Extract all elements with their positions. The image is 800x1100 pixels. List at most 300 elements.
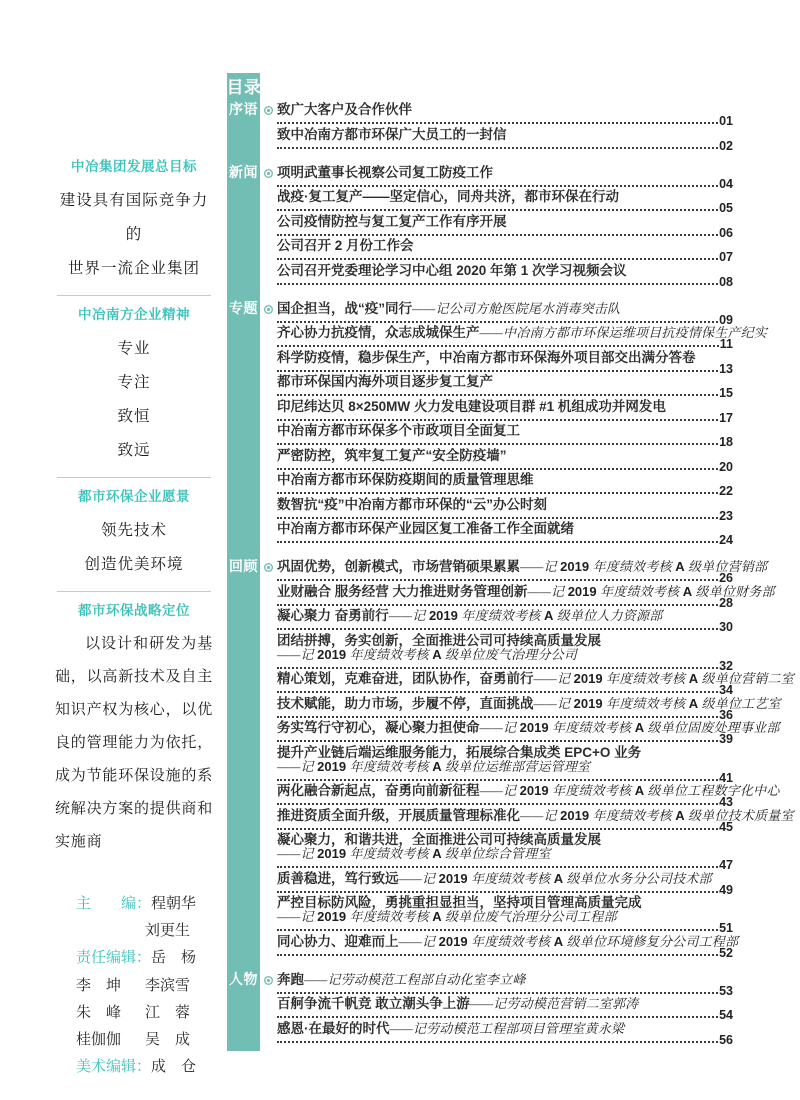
entry-subtitle: ——记 2019 年度绩效考核 A 级单位营销二室 [533,671,794,686]
entry-subtitle-line [277,847,733,861]
leader-row [277,707,733,722]
section-label: 人物 [229,970,258,987]
page-number: 18 [719,435,733,449]
leader-row [277,138,733,153]
latin-text: A [432,646,442,662]
entry-title [277,583,775,599]
sidebar-line: 致恒 [117,408,151,425]
dot-leader [277,468,718,470]
page-number: 23 [719,508,733,523]
leader-row [277,533,733,547]
entry-title-text: 质善稳进，笃行致远 [277,870,399,886]
toc-entry [277,424,733,448]
entry-title-text: 推进资质全面升级，开展质量管理标准化 [277,807,520,823]
toc-entry [277,239,733,263]
editor-role-label: 美术编辑： [76,1058,152,1076]
sidebar-line: 专业 [117,340,151,357]
entry-title-text: 两化融合新起点，奋勇向前新征程 [277,783,480,798]
toc-entry [277,264,733,288]
entry-subtitle: ——记劳动模范工程部自动化室李立峰 [304,971,526,987]
toc-entry [277,302,733,326]
toc-entry [277,973,733,997]
latin-text: A [543,608,554,623]
sidebar-line: 创造优美环境 [84,556,184,573]
editor-names [76,919,190,940]
dot-leader [277,517,718,519]
leader-row [277,620,733,634]
toc-entry [277,351,733,375]
entry-subtitle: ——记劳动模范营销二室郭涛 [469,996,639,1011]
entry-title [277,746,733,760]
dot-leader [277,321,718,323]
entry-title-text: 团结拼搏，务实创新，全面推进公司可持续高质量发展 [277,632,601,648]
toc-entry [277,498,733,522]
toc-entry [277,583,775,610]
toc-entry [277,833,733,871]
entry-title [277,609,733,623]
dot-leader [277,579,718,581]
sidebar-block [55,602,213,859]
latin-text: 2019 [428,608,458,623]
toc-page-title: 目录 [226,78,262,97]
leader-row [277,921,733,935]
page-number: 01 [719,114,733,128]
entry-title [277,264,733,278]
toc-entry [277,671,794,697]
toc-entry [277,166,733,190]
sidebar-block [55,306,213,468]
sidebar-heading: 都市环保企业愿景 [78,489,190,504]
latin-text: 2019 [519,720,549,735]
entry-title-text: 凝心聚力，和谐共进，全面推进公司可持续高质量发展 [277,832,601,847]
entry-title-text: 齐心协力抗疫情，众志成城保生产 [277,325,480,340]
entry-title [277,375,733,389]
leader-row [277,225,733,240]
page-number: 47 [719,858,733,872]
dot-leader [277,691,718,693]
section-bullet-icon [264,169,273,178]
latin-text: A [432,909,442,924]
sidebar-blocks [55,158,213,859]
leader-row [277,459,733,474]
latin-text: 2019 [573,671,603,686]
leader-row [277,770,733,785]
entry-title-text: 精心策划，克难奋进，团队协作，奋勇前行 [277,671,534,686]
sidebar-heading: 中冶南方企业精神 [78,307,190,322]
page-number: 41 [719,770,733,785]
page-number: 36 [719,707,733,722]
latin-text: A [432,758,442,774]
entry-title [277,872,733,886]
entry-title [277,522,733,536]
page-number: 45 [719,819,733,834]
section-label: 序语 [229,101,258,117]
latin-text: A [675,807,685,823]
editor-name: 刘更生 [144,922,190,940]
dot-leader [277,370,718,372]
leader-row [277,571,733,585]
dot-leader [277,604,718,606]
entry-subtitle: ——记 2019 年度绩效考核 A 级单位工艺室 [533,695,781,711]
section-bullet-icon [264,305,273,314]
entry-title-text: 提升产业链后端运维服务能力，拓展综合集成类 EPC+O 业务 [277,744,642,760]
leader-row [277,983,733,998]
leader-row [277,410,733,425]
entry-title [277,695,781,711]
page-number: 32 [719,658,733,673]
leader-row [277,858,733,872]
section-bullet-icon [264,563,273,572]
entry-title [277,103,733,117]
page-number: 17 [719,410,733,425]
entry-subtitle: ——记 2019 年度绩效考核 A 级单位废气治理分公司 [277,646,578,662]
entry-subtitle-line [277,760,733,774]
sidebar-line: 建设具有国际竞争力的 [59,192,209,243]
latin-text: A [675,559,685,574]
entry-title [277,325,768,340]
latin-text: 2019 [560,807,590,823]
editor-names [76,1001,190,1022]
latin-text: 2019 [317,646,347,662]
dot-leader [277,716,718,718]
latin-text: A [432,846,442,861]
dot-leader [277,740,718,742]
entry-title [277,351,733,365]
entry-title [277,720,780,735]
latin-text: A [688,695,699,711]
leader-row [277,361,733,376]
leader-row [277,386,733,400]
entry-title [277,559,768,574]
leader-row [277,945,733,960]
toc-entry [277,325,768,351]
latin-text: 2019 [317,758,347,774]
leader-row [277,274,733,289]
latin-text: A [553,933,564,949]
page-number: 54 [719,1008,733,1022]
entry-subtitle: ——记 2019 年度绩效考核 A 级单位环境修复分公司工程部 [398,933,739,949]
editor-name: 成 仓 [151,1058,197,1076]
page-number: 15 [719,386,733,400]
page-number: 52 [719,945,733,960]
page-number: 07 [719,250,733,264]
page-number: 30 [719,620,733,634]
entry-title [277,896,733,910]
dot-leader [277,628,718,630]
editor-name: 岳 杨 [151,949,197,967]
page-number: 28 [719,595,733,610]
entry-title [277,807,794,823]
latin-text: A [553,870,564,886]
toc-entry [277,215,733,239]
toc-entry [277,375,733,399]
entry-subtitle: ——记 2019 年度绩效考核 A 级单位营销部 [520,559,768,574]
entry-title [277,473,733,487]
entry-title-text: 公司召开党委理论学习中心组 2020 年第 1 次学习视频会议 [277,262,627,278]
page-number: 08 [719,274,733,289]
entry-title [277,190,733,204]
latin-text: 2019 [567,583,597,599]
page-number: 02 [719,138,733,153]
leader-row [277,250,733,264]
entry-title-text: 同心协力、迎难而上 [277,933,399,949]
entry-subtitle: ——记 2019 年度绩效考核 A 级单位运维部营运管理室 [277,758,591,774]
entry-title [277,166,733,180]
entry-title-text: 国企担当，战“疫”同行 [277,300,412,316]
entry-title [277,997,733,1011]
page-number: 06 [719,225,733,240]
sidebar [55,148,213,1079]
leader-row [277,176,733,191]
toc-entry [277,128,733,152]
latin-text: A [688,671,699,686]
toc [226,73,794,1047]
page-number: 20 [719,459,733,474]
section-bullet-icon [264,106,273,115]
entry-title-text: 致广大客户及合作伙伴 [277,102,412,117]
entry-title-text: 都市环保国内海外项目逐步复工复产 [277,374,493,389]
toc-entry [277,807,794,834]
dot-leader [277,209,718,211]
sidebar-line: 致远 [117,442,151,459]
section-label: 新闻 [229,163,258,180]
entry-title-text: 严密防控，筑牢复工复产“安全防疫墙” [277,447,507,463]
entry-title-text: 技术赋能，助力市场，步履不停，直面挑战 [277,695,534,711]
toc-entry [277,720,780,746]
entry-title-text: 印尼纬达贝 8×250MW 火力发电建设项目群 #1 机组成功并网发电 [277,398,666,414]
page-number: 56 [719,1032,733,1047]
toc-section [227,970,733,1047]
section-label: 回顾 [229,558,258,574]
section-bullet-icon [264,976,273,985]
entry-subtitle: ——记劳动模范工程部项目管理室黄永梁 [389,1020,625,1036]
leader-row [277,882,733,897]
entry-title [277,215,733,229]
divider [57,591,211,592]
entry-title-text: 公司疫情防控与复工复产工作有序开展 [277,213,507,229]
dot-leader [277,828,718,830]
entry-subtitle: ——记 2019 年度绩效考核 A 级单位财务部 [527,583,775,599]
entry-subtitle-line [277,910,733,924]
sidebar-block [55,488,213,582]
dot-leader [277,929,718,931]
sidebar-paragraph: 以设计和研发为基础，以高新技术及自主知识产权为核心，以优良的管理能力为依托，成为节能环保设施的系统解决方案的提供商和实施商 [55,636,214,850]
entry-subtitle: ——记 2019 年度绩效考核 A 级单位技术质量室 [520,807,794,823]
entry-subtitle: ——中冶南方都市环保运维项目抗疫情保生产纪实 [479,325,768,340]
toc-entry [277,190,733,214]
entry-subtitle: ——记 2019 年度绩效考核 A 级单位人力资源部 [388,608,663,623]
page-number: 49 [719,882,733,897]
entry-title-text: 奔跑 [277,971,304,987]
leader-row [277,201,733,215]
divider [57,295,211,296]
entry-title-text: 科学防疫情，稳步保生产，中冶南方都市环保海外项目部交出满分答卷 [277,349,696,365]
entry-title-text: 战疫·复工复产——坚定信心，同舟共济，都市环保在行动 [277,189,619,204]
page-number: 22 [719,484,733,498]
page-number: 34 [719,683,733,697]
leader-row [277,658,733,673]
leader-row [277,435,733,449]
entry-title-text: 中冶南方都市环保产业园区复工准备工作全面就绪 [277,521,574,536]
dot-leader [277,1041,718,1043]
toc-entry [277,449,733,473]
leader-row [277,114,733,128]
leader-row [277,732,733,746]
sidebar-line: 专注 [117,374,151,391]
entry-subtitle: ——记 2019 年度绩效考核 A 级单位水务分公司技术部 [398,870,712,886]
entry-subtitle: ——记 2019 年度绩效考核 A 级单位废气治理分公司工程部 [277,909,617,924]
editors-block [55,889,213,1079]
toc-entry [277,933,739,960]
dot-leader [277,185,718,187]
editor-row [55,916,213,943]
toc-entry [277,400,733,424]
editor-name: 李 坤 [76,976,122,994]
leader-row [277,819,733,834]
entry-title-text: 凝心聚力 奋勇前行 [277,608,389,623]
dot-leader [277,779,718,781]
dot-leader [277,443,718,445]
dot-leader [277,667,718,669]
editor-role-label: 主 编： [76,895,152,913]
toc-entry [277,1022,733,1046]
dot-leader [277,258,718,260]
editor-names [76,1028,190,1049]
page-number: 24 [719,533,733,547]
toc-entry [277,896,733,934]
sidebar-heading: 都市环保战略定位 [78,603,190,618]
leader-row [277,595,733,610]
page-number: 26 [719,571,733,585]
sidebar-heading: 中冶集团发展总目标 [71,159,197,174]
entry-title-text: 严控目标防风险，勇挑重担显担当，坚持项目管理高质量完成 [277,895,642,910]
entry-subtitle: ——记公司方舱医院尾水消毒突击队 [412,300,621,316]
toc-entry [277,746,733,784]
toc-entry [277,103,733,127]
divider [57,477,211,478]
dot-leader [277,866,718,868]
editor-row [55,943,213,970]
toc-section [227,299,768,547]
entry-title [277,933,739,949]
toc-entry [277,522,733,546]
editor-row [55,1052,213,1079]
page-number: 04 [719,176,733,191]
leader-row [277,312,733,327]
page-number: 13 [719,361,733,376]
editor-name: 桂伽伽 [76,1031,122,1049]
toc-entry [277,695,781,722]
entry-title [277,833,733,847]
entry-title-text: 项明武董事长视察公司复工防疫工作 [277,164,493,180]
editor-row [55,998,213,1025]
latin-text: A [634,783,645,798]
entry-title [277,973,733,987]
toc-entry [277,609,733,633]
dot-leader [277,891,718,893]
entry-title [277,671,794,686]
entry-title-text: 百舸争流千帆竞 敢立潮头争上游 [277,996,470,1011]
dot-leader [277,345,719,347]
toc-entry [277,997,733,1021]
entry-title [277,634,733,648]
toc-entry [277,872,733,896]
entry-title-text: 业财融合 服务经营 大力推进财务管理创新 [277,583,528,599]
entry-title [277,128,733,142]
entry-title-text: 务实笃行守初心，凝心聚力担使命 [277,720,480,735]
page-number: 11 [719,337,733,351]
latin-text: 2019 [317,846,347,861]
entry-title-text: 中冶南方都市环保防疫期间的质量管理思维 [277,472,534,487]
leader-row [277,683,733,697]
toc-sections [227,73,794,1047]
leader-row [277,1032,733,1047]
latin-text: 2019 [519,783,549,798]
dot-leader [277,492,718,494]
latin-text: 2019 [438,933,468,949]
entry-subtitle: ——记 2019 年度绩效考核 A 级单位固废处理事业部 [479,720,780,735]
dot-leader [277,234,718,236]
dot-leader [277,992,718,994]
editor-row [55,889,213,916]
dot-leader [277,541,718,543]
editor-name: 江 蓉 [144,1003,190,1021]
toc-entry [277,783,780,809]
dot-leader [277,147,718,149]
editor-name: 吴 成 [144,1031,190,1049]
editor-name: 程朝华 [151,895,197,913]
entry-title-text: 致中冶南方都市环保广大员工的一封信 [277,126,507,142]
latin-text: 2019 [317,909,347,924]
sidebar-block [55,158,213,286]
page-number: 09 [719,312,733,327]
entry-title [277,783,780,798]
dot-leader [277,283,718,285]
editor-row [55,1025,213,1052]
editor-names [151,892,196,913]
entry-title-text: 中冶南方都市环保多个市政项目全面复工 [277,423,520,438]
leader-row [277,1008,733,1022]
entry-subtitle: ——记 2019 年度绩效考核 A 级单位综合管理室 [277,846,551,861]
sidebar-line: 领先技术 [100,522,167,539]
leader-row [277,337,733,351]
dot-leader [277,394,718,396]
entry-title-text: 巩固优势，创新模式，市场营销硕果累累 [277,559,520,574]
editor-row [55,971,213,998]
leader-row [277,484,733,498]
toc-entry [277,473,733,497]
latin-text: A [634,720,645,735]
entry-title [277,449,733,463]
leader-row [277,795,733,809]
dot-leader [277,954,718,956]
dot-leader [277,122,718,124]
latin-text: 2019 [438,870,468,886]
sidebar-line: 世界一流企业集团 [67,260,200,277]
entry-subtitle: ——记 2019 年度绩效考核 A 级单位工程数字化中心 [479,783,780,798]
page-number: 39 [719,732,733,746]
latin-text: A [682,583,693,599]
entry-title-text: 感恩·在最好的时代 [277,1020,390,1036]
entry-title [277,498,733,512]
leader-row [277,508,733,523]
page-number: 53 [719,983,733,998]
entry-title [277,400,733,414]
dot-leader [277,803,718,805]
toc-entry [277,634,733,672]
toc-section [227,103,733,152]
editor-name: 李滨雪 [144,976,190,994]
